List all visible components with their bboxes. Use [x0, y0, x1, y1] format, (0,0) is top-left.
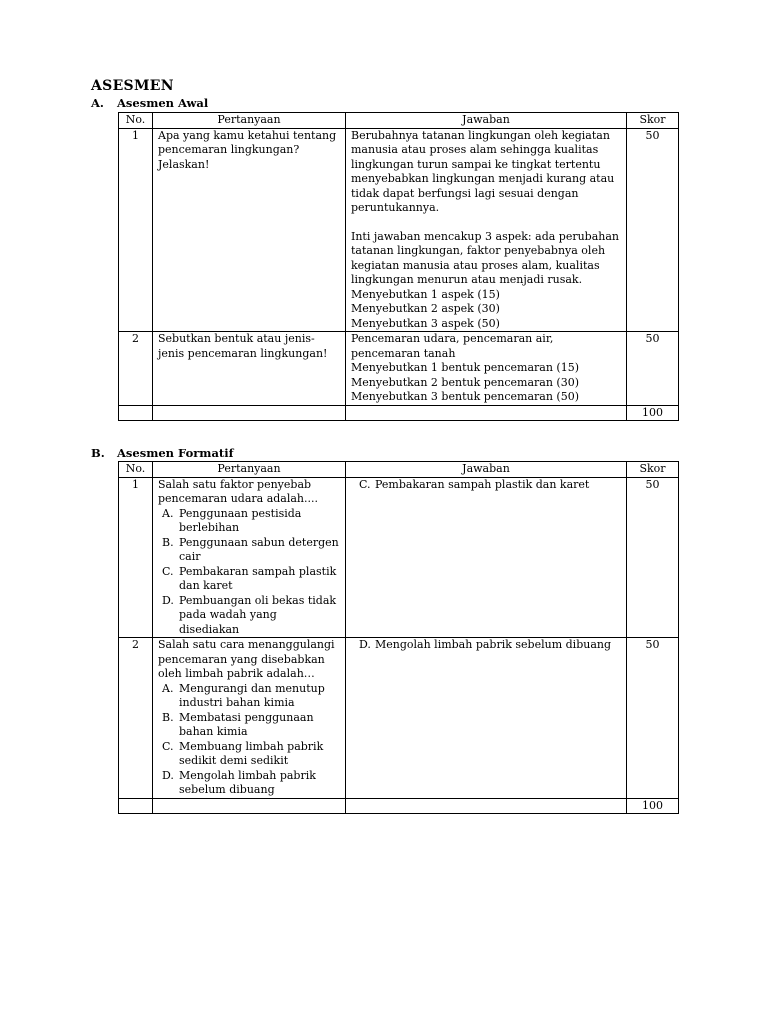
column-header-no: No.	[119, 113, 153, 129]
scoring-line: Menyebutkan 1 aspek (15)	[351, 287, 500, 301]
column-header-jawaban: Jawaban	[346, 113, 627, 129]
question-cell	[153, 477, 346, 638]
option-letter: D.	[162, 768, 174, 782]
option-item	[158, 740, 340, 769]
section-b-title: Asesmen Formatif	[117, 446, 234, 460]
total-score: 100	[627, 405, 679, 421]
score-cell: 50	[627, 638, 679, 799]
answer-paragraph: Inti jawaban mencakup 3 aspek: ada perubahan tatanan lingkungan, faktor penyebabnya oleh kegiatan manusia atau proses alam, kualitas lingkungan menurun atau menjadi rusak.	[351, 229, 620, 286]
option-letter: A.	[162, 506, 174, 520]
empty-cell	[119, 798, 153, 814]
answer-letter: C.	[359, 477, 371, 491]
asesmen-formatif-table	[118, 461, 679, 814]
section-a-title: Asesmen Awal	[117, 96, 209, 110]
score-cell: 50	[627, 128, 679, 332]
option-list	[158, 507, 340, 638]
answer-cell	[346, 477, 627, 638]
option-letter: A.	[162, 681, 174, 695]
empty-cell	[153, 405, 346, 421]
total-row	[119, 405, 679, 421]
option-letter: C.	[162, 564, 174, 578]
option-letter: B.	[162, 535, 174, 549]
answer-cell	[346, 128, 627, 332]
scoring-line: Menyebutkan 2 aspek (30)	[351, 302, 500, 315]
section-b-heading	[91, 446, 234, 460]
question-cell	[153, 638, 346, 799]
option-item	[158, 594, 340, 638]
option-text: Pembakaran sampah plastik dan karet	[179, 564, 337, 592]
answer-cell	[346, 638, 627, 799]
section-a-heading	[91, 96, 208, 110]
answer-letter: D.	[359, 638, 371, 651]
column-header-no: No.	[119, 462, 153, 478]
option-list	[158, 682, 340, 798]
answer-paragraph: Pencemaran udara, pencemaran air, pencemaran tanah	[351, 332, 554, 360]
column-header-jawaban: Jawaban	[346, 462, 627, 478]
answer-option	[351, 638, 621, 653]
option-text: Penggunaan pestisida berlebihan	[179, 506, 302, 534]
score-cell: 50	[627, 477, 679, 638]
question-cell: Apa yang kamu ketahui tentang pencemaran lingkungan? Jelaskan!	[153, 128, 346, 332]
score-cell: 50	[627, 332, 679, 406]
scoring-line: Menyebutkan 2 bentuk pencemaran (30)	[351, 375, 580, 389]
column-header-pertanyaan: Pertanyaan	[153, 462, 346, 478]
answer-text: Mengolah limbah pabrik sebelum dibuang	[375, 638, 612, 651]
option-item	[158, 536, 340, 565]
answer-paragraph: Berubahnya tatanan lingkungan oleh kegiatan manusia atau proses alam sehingga kualitas lingkungan turun sampai ke tingkat tertentu menyebabkan lingkungan menjadi kurang atau tidak dapat berfungsi lagi sesuai dengan peruntukannya.	[351, 128, 615, 214]
empty-cell	[346, 405, 627, 421]
column-header-pertanyaan: Pertanyaan	[153, 113, 346, 129]
row-number: 2	[119, 332, 153, 406]
option-item	[158, 711, 340, 740]
answer-cell	[346, 332, 627, 406]
table-row	[119, 477, 679, 638]
scoring-line: Menyebutkan 3 bentuk pencemaran (50)	[351, 390, 580, 403]
option-text: Pembuangan oli bekas tidak pada wadah yang disediakan	[179, 593, 337, 636]
option-text: Membatasi penggunaan bahan kimia	[179, 710, 314, 738]
option-text: Mengolah limbah pabrik sebelum dibuang	[179, 768, 316, 796]
option-letter: C.	[162, 739, 174, 753]
table-row	[119, 638, 679, 799]
scoring-line: Menyebutkan 3 aspek (50)	[351, 316, 500, 330]
option-letter: B.	[162, 710, 174, 724]
total-row	[119, 798, 679, 814]
option-text: Membuang limbah pabrik sedikit demi sedikit	[179, 739, 324, 767]
section-b-letter: B.	[91, 446, 105, 460]
answer-text: Pembakaran sampah plastik dan karet	[375, 477, 590, 491]
option-item	[158, 507, 340, 536]
row-number: 1	[119, 128, 153, 332]
answer-option	[351, 478, 621, 493]
empty-cell	[119, 405, 153, 421]
asesmen-awal-table	[118, 112, 679, 421]
table-header-row	[119, 113, 679, 129]
option-letter: D.	[162, 593, 174, 607]
section-a-letter: A.	[91, 96, 104, 110]
question-text: Salah satu faktor penyebab pencemaran udara adalah....	[158, 477, 318, 505]
question-cell: Sebutkan bentuk atau jenis-jenis pencemaran lingkungan!	[153, 332, 346, 406]
column-header-skor: Skor	[627, 462, 679, 478]
page-title: ASESMEN	[91, 78, 174, 94]
option-item	[158, 682, 340, 711]
row-number: 1	[119, 477, 153, 638]
table-row	[119, 332, 679, 406]
scoring-line: Menyebutkan 1 bentuk pencemaran (15)	[351, 361, 580, 374]
option-text: Penggunaan sabun detergen cair	[179, 535, 339, 563]
option-item	[158, 769, 340, 798]
table-row	[119, 128, 679, 332]
empty-cell	[346, 798, 627, 814]
option-text: Mengurangi dan menutup industri bahan kimia	[179, 681, 325, 709]
total-score: 100	[627, 798, 679, 814]
table-header-row	[119, 462, 679, 478]
row-number: 2	[119, 638, 153, 799]
empty-cell	[153, 798, 346, 814]
question-text: Salah satu cara menanggulangi pencemaran yang disebabkan oleh limbah pabrik adalah…	[158, 638, 335, 680]
option-item	[158, 565, 340, 594]
column-header-skor: Skor	[627, 113, 679, 129]
